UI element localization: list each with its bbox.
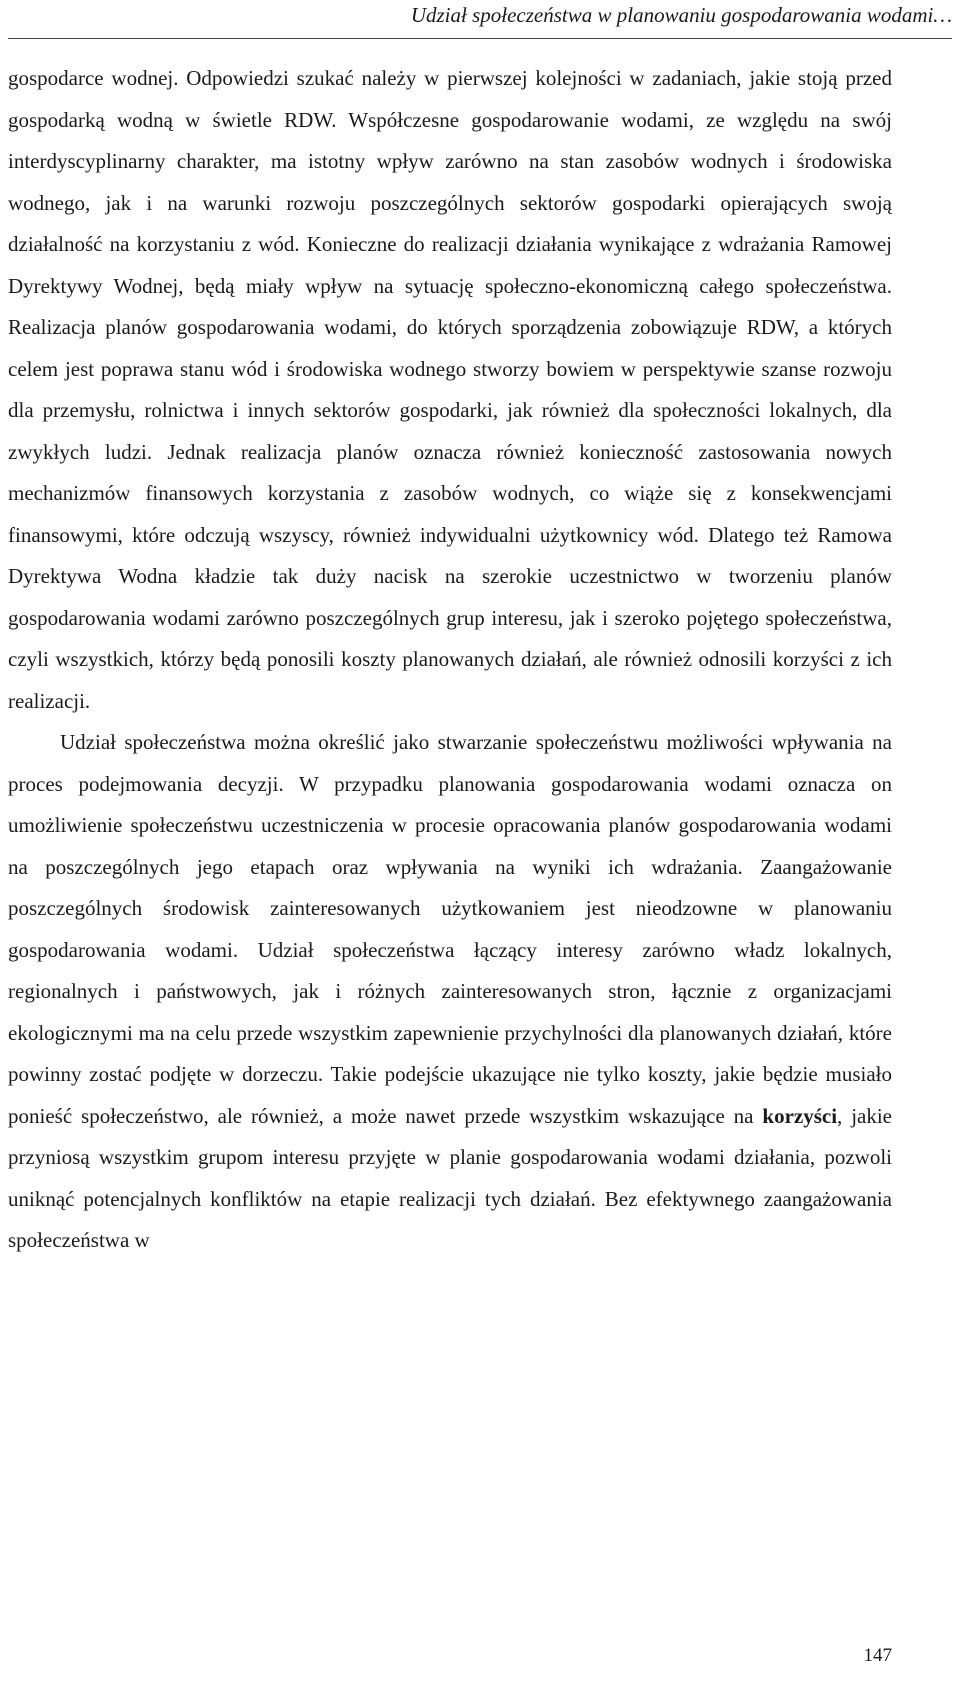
- paragraph-2-text-end: , jakie przyniosą wszystkim grupom interesu przyjęte w planie gospodarowania wodami działania, pozwoli uniknąć potencjalnych konfliktów na etapie realizacji tych działań. Bez efektywnego zaangażowania społeczeństwa w: [8, 1103, 893, 1252]
- page-number: 147: [863, 1645, 892, 1666]
- running-header: [8, 0, 952, 39]
- paragraph-2: [8, 722, 892, 1262]
- body-text: [8, 58, 892, 1262]
- paragraph-2-text-start: Udział społeczeństwa można określić jako stwarzanie społeczeństwu możliwości wpływania na proces podejmowania decyzji. W przypadku planowania gospodarowania wodami oznacza on umożliwienie społeczeństwu uczestniczenia w procesie opracowania planów gospodarowania wodami na poszczególnych jego etapach oraz wpływania na wyniki ich wdrażania. Zaangażowanie poszczególnych środowisk zainteresowanych użytkowaniem jest nieodzowne w planowaniu gospodarowania wodami. Udział społeczeństwa łączący interesy zarówno władz lokalnych, regionalnych i państwowych, jak i różnych zainteresowanych stron, łącznie z organizacjami ekologicznymi ma na celu przede wszystkim zapewnienie przychylności dla planowanych działań, które powinny zostać podjęte w dorzeczu. Takie podejście ukazujące nie tylko koszty, jakie będzie musiało ponieść społeczeństwo, ale również, a może nawet przede wszystkim wskazujące na: [8, 730, 892, 1128]
- running-header-title: Udział społeczeństwa w planowaniu gospodarowania wodami…: [410, 3, 952, 27]
- bold-term-korzysci: korzyści: [762, 1103, 838, 1128]
- paragraph-1: gospodarce wodnej. Odpowiedzi szukać należy w pierwszej kolejności w zadaniach, jakie stoją przed gospodarką wodną w świetle RDW. Współczesne gospodarowanie wodami, ze względu na swój interdyscyplinarny charakter, ma istotny wpływ zarówno na stan zasobów wodnych i środowiska wodnego, jak i na warunki rozwoju poszczególnych sektorów gospodarki opierających swoją działalność na korzystaniu z wód. Konieczne do realizacji działania wynikające z wdrażania Ramowej Dyrektywy Wodnej, będą miały wpływ na sytuację społeczno-ekonomiczną całego społeczeństwa. Realizacja planów gospodarowania wodami, do których sporządzenia zobowiązuje RDW, a których celem jest poprawa stanu wód i środowiska wodnego stworzy bowiem w perspektywie szanse rozwoju dla przemysłu, rolnictwa i innych sektorów gospodarki, jak również dla społeczności lokalnych, dla zwykłych ludzi. Jednak realizacja planów oznacza również konieczność zastosowania nowych mechanizmów finansowych korzystania z zasobów wodnych, co wiąże się z konsekwencjami finansowymi, które odczują wszyscy, również indywidualni użytkownicy wód. Dlatego też Ramowa Dyrektywa Wodna kładzie tak duży nacisk na szerokie uczestnictwo w tworzeniu planów gospodarowania wodami zarówno poszczególnych grup interesu, jak i szeroko pojętego społeczeństwa, czyli wszystkich, którzy będą ponosili koszty planowanych działań, ale również odnosili korzyści z ich realizacji.: [8, 66, 892, 713]
